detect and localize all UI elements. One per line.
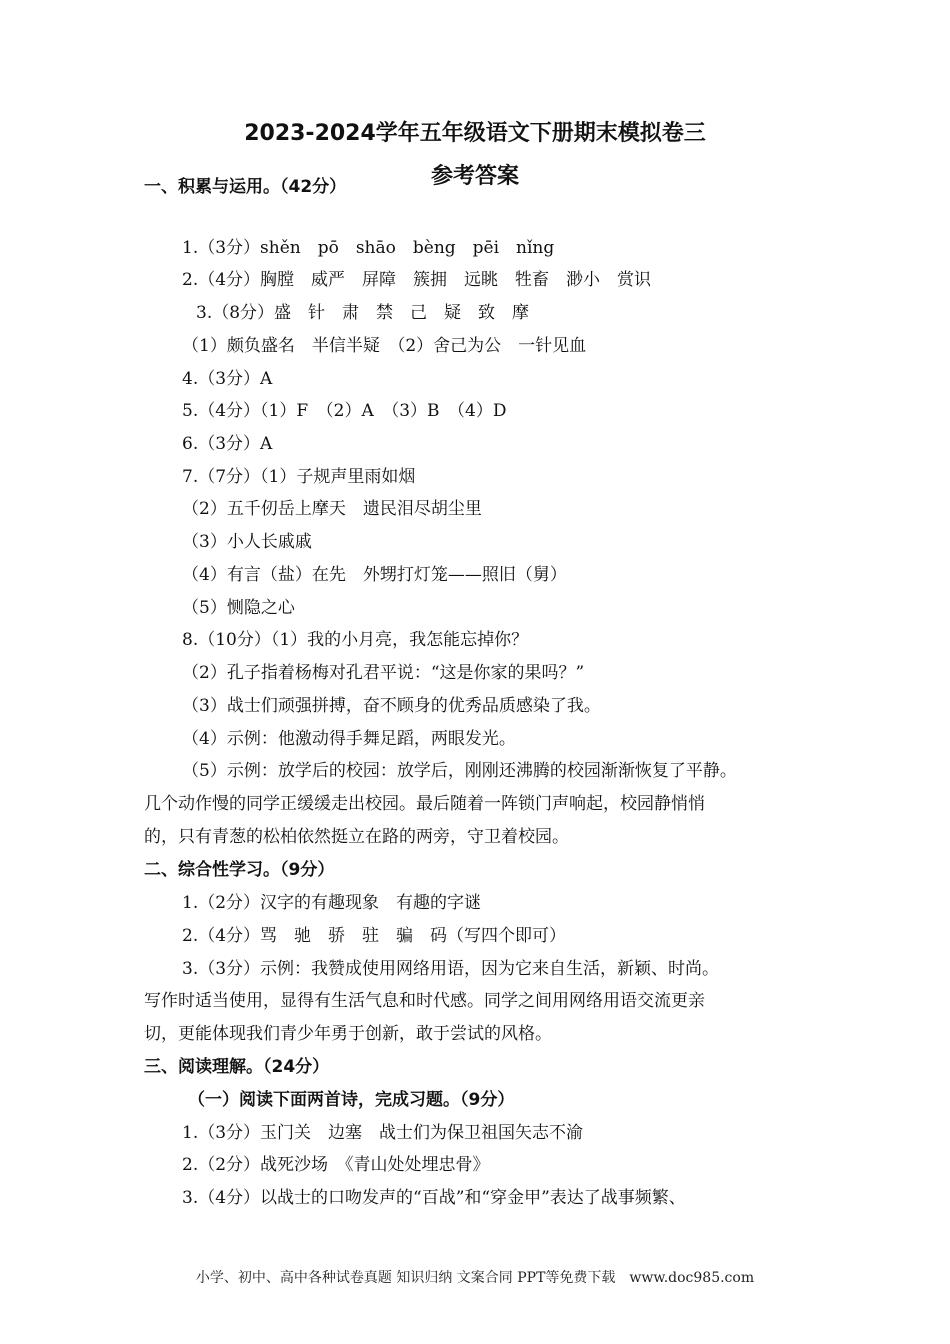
answer-line: 4.（3分）A [182, 369, 273, 389]
answer-line: 几个动作慢的同学正缓缓走出校园。最后随着一阵锁门声响起，校园静悄悄 [144, 794, 705, 814]
section-heading-3: 三、阅读理解。（24分） [144, 1057, 330, 1077]
answer-line: 6.（3分）A [182, 434, 273, 454]
answer-line: 写作时适当使用，显得有生活气息和时代感。同学之间用网络用语交流更亲 [144, 991, 705, 1011]
answer-line: （5）恻隐之心 [182, 598, 295, 618]
answer-line: 1.（3分）玉门关 边塞 战士们为保卫祖国矢志不渝 [182, 1123, 584, 1143]
answer-line: （1）颇负盛名 半信半疑 （2）舍己为公 一针见血 [182, 336, 587, 356]
answer-line: 3.（4分）以战士的口吻发声的“百战”和“穿金甲”表达了战事频繁、 [182, 1188, 686, 1208]
answer-line: 1.（2分）汉字的有趣现象 有趣的字谜 [182, 893, 482, 913]
answer-line: 8.（10分）（1）我的小月亮，我怎能忘掉你？ [182, 630, 529, 650]
answer-line: 5.（4分）（1）F （2）A （3）B （4）D [182, 401, 507, 421]
answer-line: 2.（4分）胸膛 威严 屏障 簇拥 远眺 牲畜 渺小 赏识 [182, 270, 652, 290]
answer-line: 7.（7分）（1）子规声里雨如烟 [182, 467, 416, 487]
answer-line: 的，只有青葱的松柏依然挺立在路的两旁，守卫着校园。 [144, 827, 569, 847]
page-footer: 小学、初中、高中各种试卷真题 知识归纳 文案合同 PPT等免费下载 www.doc985.com [195, 1270, 755, 1286]
document-title: 2023-2024学年五年级语文下册期末模拟卷三 [244, 121, 706, 146]
answer-line: （3）小人长戚戚 [182, 532, 312, 552]
answer-line: 2.（2分）战死沙场 《青山处处埋忠骨》 [182, 1155, 490, 1175]
subsection-heading: （一）阅读下面两首诗，完成习题。（9分） [188, 1090, 515, 1110]
answer-line: （2）孔子指着杨梅对孔君平说：“这是你家的果吗？” [182, 663, 585, 683]
section-heading-2: 二、综合性学习。（9分） [144, 860, 335, 880]
document-subtitle: 参考答案 [430, 164, 519, 189]
answer-line: 2.（4分）骂 驰 骄 驻 骗 码（写四个即可） [182, 926, 567, 946]
answer-line: （5）示例：放学后的校园：放学后，刚刚还沸腾的校园渐渐恢复了平静。 [182, 761, 737, 781]
answer-line: 3.（3分）示例：我赞成使用网络用语，因为它来自生活，新颖、时尚。 [182, 959, 720, 979]
answer-line: （4）有言（盐）在先 外甥打灯笼——照旧（舅） [182, 565, 567, 585]
section-heading-1: 一、积累与运用。（42分） [144, 177, 347, 197]
answer-line: （2）五千仞岳上摩天 遗民泪尽胡尘里 [182, 499, 482, 519]
answer-line: （4）示例：他激动得手舞足蹈，两眼发光。 [182, 729, 516, 749]
answer-line: 切，更能体现我们青少年勇于创新，敢于尝试的风格。 [144, 1024, 552, 1044]
answer-line: 3.（8分）盛 针 肃 禁 己 疑 致 摩 [196, 303, 530, 323]
answer-line: 1.（3分）shěn pō shāo bèng pēi nǐng [182, 238, 555, 258]
answer-line: （3）战士们顽强拼搏，奋不顾身的优秀品质感染了我。 [182, 696, 601, 716]
